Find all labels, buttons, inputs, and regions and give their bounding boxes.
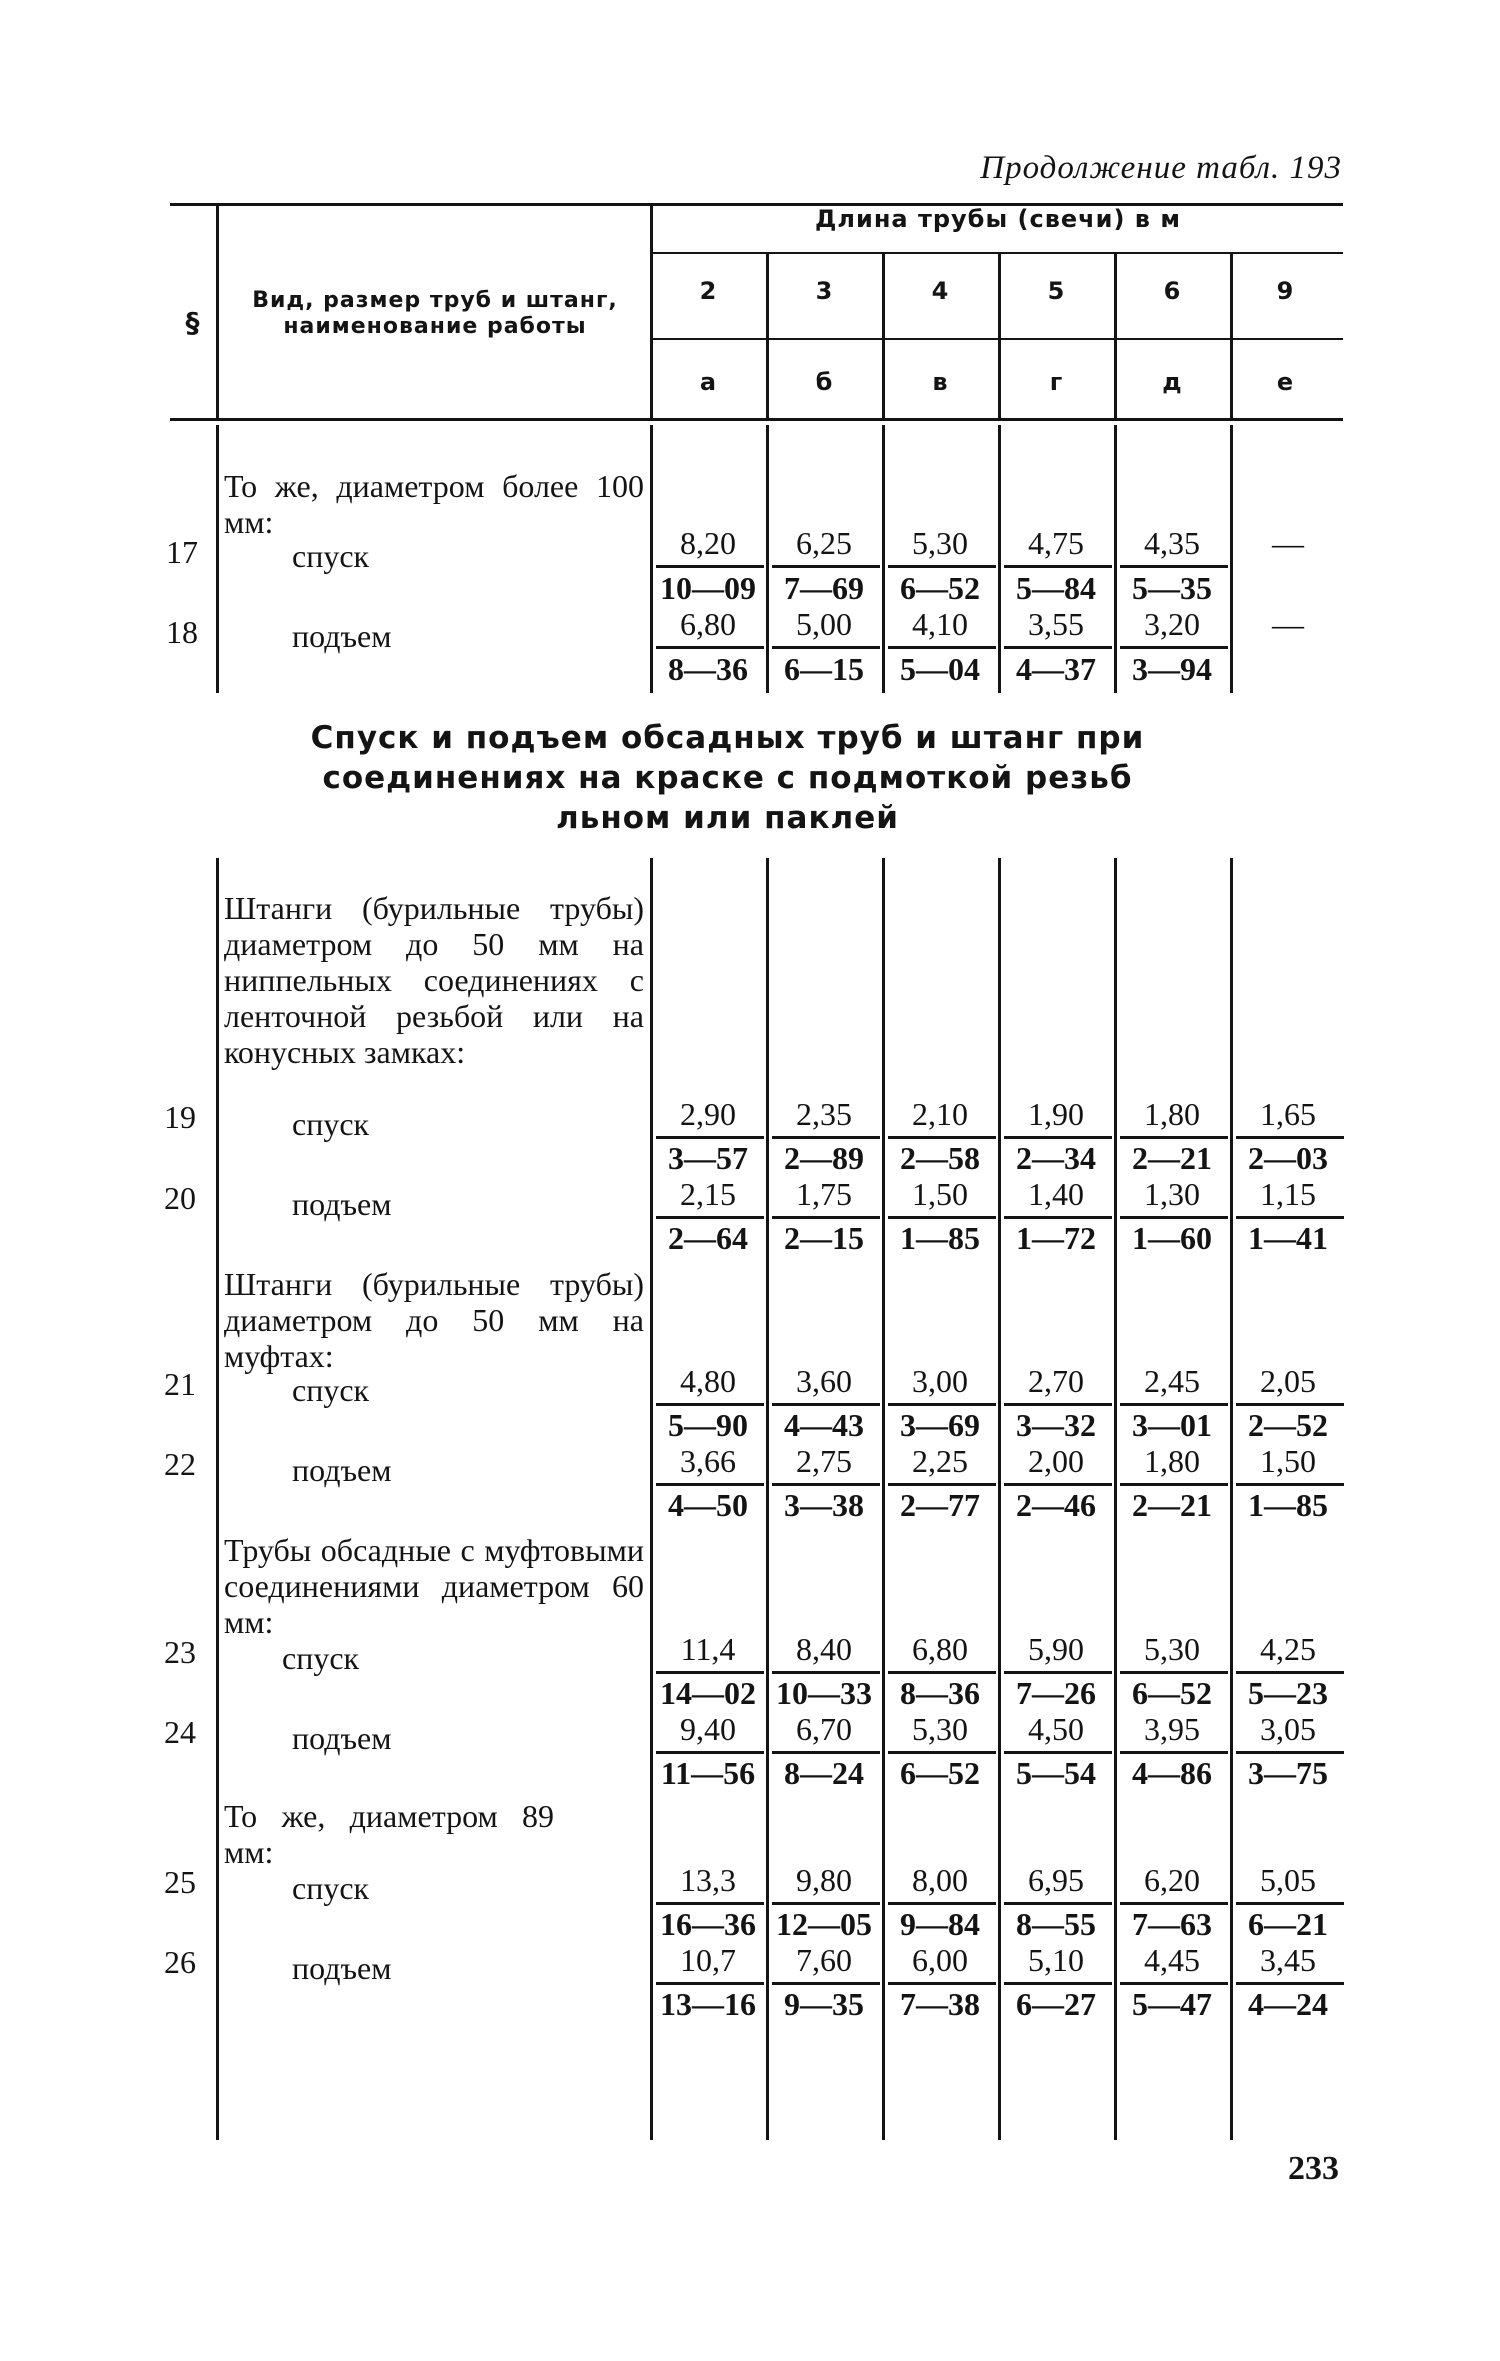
time-cell: 7—38 (900, 1986, 980, 2022)
value-underline (888, 1902, 996, 1905)
value-cell: 9,80 (796, 1862, 852, 1898)
row-number: 21 (164, 1366, 196, 1402)
value-underline (1004, 1671, 1112, 1674)
value-cell: 11,4 (680, 1631, 736, 1667)
value-cell: 7,60 (796, 1942, 852, 1978)
value-cell: 3,20 (1144, 606, 1200, 642)
value-cell: 6,25 (796, 525, 852, 561)
operation-label: подъем (292, 618, 392, 654)
time-cell: 6—21 (1248, 1906, 1328, 1942)
value-cell: 9,40 (680, 1711, 736, 1747)
group-title: Штанги (бурильные трубы) диаметром до 50 мм на муфтах: (224, 1266, 644, 1374)
value-cell: 1,15 (1260, 1176, 1316, 1212)
value-cell: 8,40 (796, 1631, 852, 1667)
time-cell: 9—35 (784, 1986, 864, 2022)
header-length-3: 3 (815, 277, 833, 305)
value-underline (1120, 1483, 1228, 1486)
value-underline (1004, 1982, 1112, 1985)
operation-label: спуск (292, 1106, 370, 1142)
header-letter-g: г (1049, 368, 1063, 396)
time-cell: 10—09 (660, 570, 756, 606)
value-cell: 2,70 (1028, 1363, 1084, 1399)
time-cell: 7—26 (1016, 1675, 1096, 1711)
operation-label: подъем (292, 1452, 392, 1488)
value-underline (1236, 1403, 1344, 1406)
value-underline (1120, 1902, 1228, 1905)
value-underline (772, 1403, 880, 1406)
value-underline (656, 1136, 764, 1139)
time-cell: 5—47 (1132, 1986, 1212, 2022)
value-cell: 1,75 (796, 1176, 852, 1212)
value-cell: 1,90 (1028, 1096, 1084, 1132)
time-cell: 12—05 (776, 1906, 872, 1942)
value-cell: 6,95 (1028, 1862, 1084, 1898)
value-underline (1004, 1902, 1112, 1905)
time-cell: 2—21 (1132, 1487, 1212, 1523)
value-cell: 8,00 (912, 1862, 968, 1898)
value-underline (1004, 1751, 1112, 1754)
value-underline (888, 1403, 996, 1406)
header-letter-v: в (932, 368, 948, 396)
time-cell: 1—72 (1016, 1220, 1096, 1256)
value-underline (1236, 1982, 1344, 1985)
value-cell: 2,00 (1028, 1443, 1084, 1479)
time-cell: 7—69 (784, 570, 864, 606)
header-vline (998, 254, 1001, 418)
value-underline (888, 1136, 996, 1139)
header-length-2: 2 (699, 277, 717, 305)
value-cell: 1,80 (1144, 1096, 1200, 1132)
operation-label: спуск (282, 1640, 360, 1676)
section-title: Спуск и подъем обсадных труб и штанг при соединениях на краске с подмоткой резьб льном или паклей (310, 720, 1145, 836)
time-cell: 2—52 (1248, 1407, 1328, 1443)
group-title: То же, диаметром более 100 мм: (224, 468, 644, 540)
value-cell: 5,30 (1144, 1631, 1200, 1667)
time-cell: 2—15 (784, 1220, 864, 1256)
time-cell: 2—34 (1016, 1140, 1096, 1176)
value-cell: 4,50 (1028, 1711, 1084, 1747)
header-vline (882, 254, 885, 418)
lengths-underline (650, 338, 1343, 340)
value-underline (772, 1671, 880, 1674)
group-title: Трубы обсадные с муфтовыми соединениями диаметром 60 мм: (224, 1532, 644, 1640)
time-cell: 2—77 (900, 1487, 980, 1523)
time-cell: 4—86 (1132, 1755, 1212, 1791)
row-number: 24 (164, 1714, 196, 1750)
header-length-9: 9 (1276, 277, 1294, 305)
value-underline (772, 1751, 880, 1754)
value-cell: 4,10 (912, 606, 968, 642)
value-underline (1120, 1216, 1228, 1219)
time-cell: 5—35 (1132, 570, 1212, 606)
value-underline (656, 1902, 764, 1905)
time-cell: 1—85 (900, 1220, 980, 1256)
value-underline (1120, 1671, 1228, 1674)
value-cell: 13,3 (680, 1862, 736, 1898)
value-cell: 4,80 (680, 1363, 736, 1399)
value-underline (656, 646, 764, 649)
value-cell: 5,90 (1028, 1631, 1084, 1667)
time-cell: 8—36 (900, 1675, 980, 1711)
value-cell: 8,20 (680, 525, 736, 561)
value-cell: 6,00 (912, 1942, 968, 1978)
time-cell: 8—24 (784, 1755, 864, 1791)
value-cell: 6,80 (912, 1631, 968, 1667)
time-cell: 2—89 (784, 1140, 864, 1176)
value-cell: 4,35 (1144, 525, 1200, 561)
page-number: 233 (1288, 2150, 1339, 2187)
header-length-5: 5 (1047, 277, 1065, 305)
time-cell: 6—52 (900, 1755, 980, 1791)
time-cell: 3—38 (784, 1487, 864, 1523)
time-cell: 5—04 (900, 651, 980, 687)
operation-label: подъем (292, 1720, 392, 1756)
header-section-symbol: § (185, 306, 201, 339)
value-underline (888, 1982, 996, 1985)
time-cell: 9—84 (900, 1906, 980, 1942)
header-vline (766, 254, 769, 418)
value-underline (888, 1483, 996, 1486)
value-cell: 3,00 (912, 1363, 968, 1399)
header-letter-a: а (699, 368, 717, 396)
value-underline (1120, 565, 1228, 568)
row-number: 20 (164, 1180, 196, 1216)
value-underline (656, 565, 764, 568)
value-underline (656, 1483, 764, 1486)
value-underline (772, 565, 880, 568)
value-cell: 2,90 (680, 1096, 736, 1132)
value-underline (656, 1403, 764, 1406)
time-cell: 3—01 (1132, 1407, 1212, 1443)
group-title: Штанги (бурильные трубы) диаметром до 50 мм на ниппельных соединениях с ленточной резьбой или на конусных замках: (224, 890, 644, 1070)
time-cell: 3—57 (668, 1140, 748, 1176)
time-cell: 6—27 (1016, 1986, 1096, 2022)
header-vline (650, 206, 653, 418)
time-cell: 6—52 (1132, 1675, 1212, 1711)
value-underline (1236, 1136, 1344, 1139)
time-cell: 6—15 (784, 651, 864, 687)
value-cell: 3,55 (1028, 606, 1084, 642)
row-number: 17 (166, 534, 198, 570)
time-cell: 14—02 (660, 1675, 756, 1711)
value-underline (772, 1902, 880, 1905)
operation-label: спуск (292, 1870, 370, 1906)
value-cell: 2,25 (912, 1443, 968, 1479)
value-cell-dash: — (1272, 606, 1304, 642)
value-cell: 6,80 (680, 606, 736, 642)
value-cell: 2,35 (796, 1096, 852, 1132)
value-underline (772, 1136, 880, 1139)
table-continuation-title: Продолжение табл. 193 (980, 150, 1342, 186)
value-underline (888, 646, 996, 649)
value-underline (1236, 1483, 1344, 1486)
header-vline (216, 206, 219, 418)
time-cell: 5—90 (668, 1407, 748, 1443)
value-cell: 1,50 (1260, 1443, 1316, 1479)
value-cell: 3,95 (1144, 1711, 1200, 1747)
header-letter-e: е (1276, 368, 1294, 396)
row-number: 22 (164, 1446, 196, 1482)
header-letter-d: д (1162, 368, 1182, 396)
time-cell: 11—56 (660, 1755, 756, 1791)
value-cell: 4,25 (1260, 1631, 1316, 1667)
value-underline (1004, 646, 1112, 649)
value-underline (656, 1751, 764, 1754)
value-underline (888, 565, 996, 568)
value-cell: 6,20 (1144, 1862, 1200, 1898)
time-cell: 1—85 (1248, 1487, 1328, 1523)
operation-label: подъем (292, 1186, 392, 1222)
time-cell: 4—50 (668, 1487, 748, 1523)
row-number: 19 (164, 1099, 196, 1135)
length-group-underline (650, 252, 1343, 254)
value-cell: 1,80 (1144, 1443, 1200, 1479)
time-cell: 8—55 (1016, 1906, 1096, 1942)
value-underline (1236, 1751, 1344, 1754)
value-cell: 1,50 (912, 1176, 968, 1212)
value-cell: 3,66 (680, 1443, 736, 1479)
value-cell: 2,15 (680, 1176, 736, 1212)
time-cell: 16—36 (660, 1906, 756, 1942)
time-cell: 2—58 (900, 1140, 980, 1176)
group-title: То же, диаметром 89 мм: (224, 1798, 554, 1870)
value-cell: 3,60 (796, 1363, 852, 1399)
value-cell: 10,7 (680, 1942, 736, 1978)
value-underline (1120, 1136, 1228, 1139)
header-letter-b: б (815, 368, 833, 396)
time-cell: 3—94 (1132, 651, 1212, 687)
row-number: 25 (164, 1864, 196, 1900)
row-number: 18 (166, 614, 198, 650)
value-cell: 3,05 (1260, 1711, 1316, 1747)
value-cell: 5,10 (1028, 1942, 1084, 1978)
value-underline (1120, 1403, 1228, 1406)
value-underline (1120, 1982, 1228, 1985)
time-cell: 7—63 (1132, 1906, 1212, 1942)
operation-label: подъем (292, 1950, 392, 1986)
time-cell: 2—64 (668, 1220, 748, 1256)
value-cell: 5,00 (796, 606, 852, 642)
value-cell: 4,75 (1028, 525, 1084, 561)
row-number: 26 (164, 1944, 196, 1980)
header-bottom-rule (170, 418, 1343, 421)
time-cell: 10—33 (776, 1675, 872, 1711)
time-cell: 5—84 (1016, 570, 1096, 606)
value-underline (1004, 1216, 1112, 1219)
value-cell: 2,75 (796, 1443, 852, 1479)
value-underline (656, 1671, 764, 1674)
time-cell: 4—24 (1248, 1986, 1328, 2022)
value-cell: 2,05 (1260, 1363, 1316, 1399)
time-cell: 2—21 (1132, 1140, 1212, 1176)
header-description: Вид, размер труб и штанг, наименование работы (252, 288, 618, 339)
value-underline (772, 646, 880, 649)
time-cell: 13—16 (660, 1986, 756, 2022)
time-cell: 2—03 (1248, 1140, 1328, 1176)
value-underline (772, 1982, 880, 1985)
header-length-6: 6 (1163, 277, 1181, 305)
time-cell: 5—23 (1248, 1675, 1328, 1711)
value-cell: 2,45 (1144, 1363, 1200, 1399)
value-underline (1004, 1403, 1112, 1406)
value-cell: 2,10 (912, 1096, 968, 1132)
time-cell: 6—52 (900, 570, 980, 606)
header-vline (1230, 254, 1233, 418)
header-vline (1114, 254, 1117, 418)
header-length-group: Длина трубы (свечи) в м (815, 205, 1181, 233)
value-cell: 1,40 (1028, 1176, 1084, 1212)
value-underline (1236, 1902, 1344, 1905)
value-underline (1236, 1216, 1344, 1219)
value-cell: 1,65 (1260, 1096, 1316, 1132)
value-underline (1236, 1671, 1344, 1674)
value-underline (772, 1483, 880, 1486)
time-cell: 3—32 (1016, 1407, 1096, 1443)
operation-label: спуск (292, 1372, 370, 1408)
value-cell: 3,45 (1260, 1942, 1316, 1978)
value-underline (888, 1671, 996, 1674)
value-underline (656, 1982, 764, 1985)
time-cell: 3—69 (900, 1407, 980, 1443)
value-underline (772, 1216, 880, 1219)
value-underline (1120, 1751, 1228, 1754)
value-underline (1004, 565, 1112, 568)
value-cell: 4,45 (1144, 1942, 1200, 1978)
time-cell: 1—60 (1132, 1220, 1212, 1256)
value-underline (1120, 646, 1228, 649)
time-cell: 3—75 (1248, 1755, 1328, 1791)
value-cell: 5,30 (912, 525, 968, 561)
time-cell: 1—41 (1248, 1220, 1328, 1256)
time-cell: 4—37 (1016, 651, 1096, 687)
value-underline (888, 1751, 996, 1754)
value-cell: 1,30 (1144, 1176, 1200, 1212)
time-cell: 8—36 (668, 651, 748, 687)
operation-label: спуск (292, 538, 370, 574)
header-length-4: 4 (931, 277, 949, 305)
value-underline (1004, 1483, 1112, 1486)
value-underline (656, 1216, 764, 1219)
value-underline (1004, 1136, 1112, 1139)
value-cell: 6,70 (796, 1711, 852, 1747)
value-cell: 5,05 (1260, 1862, 1316, 1898)
value-cell: 5,30 (912, 1711, 968, 1747)
time-cell: 2—46 (1016, 1487, 1096, 1523)
value-underline (888, 1216, 996, 1219)
time-cell: 5—54 (1016, 1755, 1096, 1791)
row-number: 23 (164, 1634, 196, 1670)
value-cell-dash: — (1272, 525, 1304, 561)
time-cell: 4—43 (784, 1407, 864, 1443)
